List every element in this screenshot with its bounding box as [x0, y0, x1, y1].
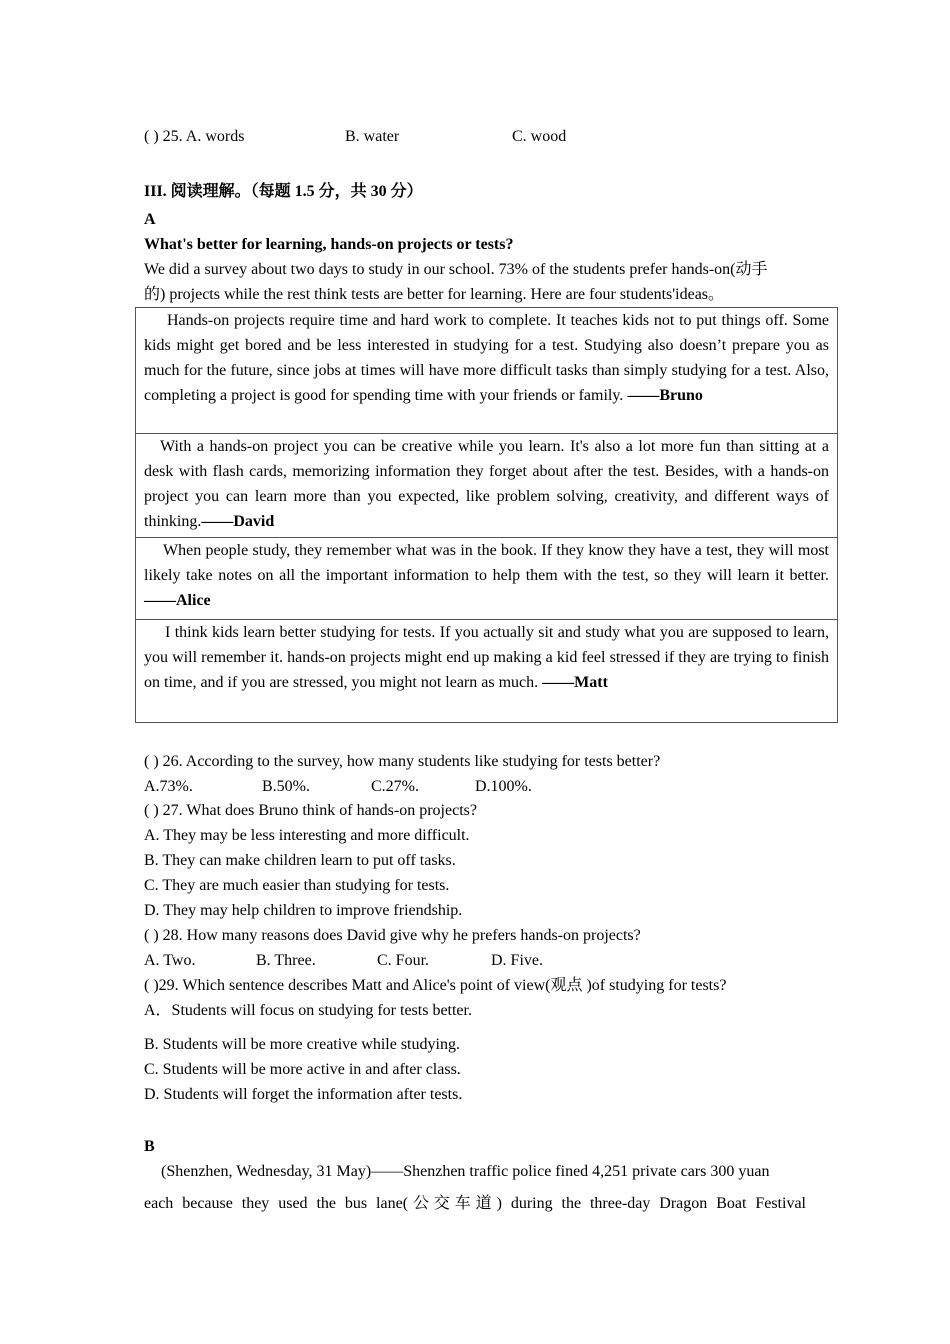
passage-a-title: What's better for learning, hands-on projects or tests? — [144, 236, 514, 253]
opinion-text: I think kids learn better studying for tests. If you actually sit and study what you are supposed to learn, you will remember it. hands-on projects might end up making a kid feel stressed if they are trying to finish on time, and if you are stressed, you might not learn as much. — [144, 624, 829, 691]
q26-option-b: B.50%. — [262, 778, 310, 795]
q28-option-d: D. Five. — [491, 952, 543, 969]
q29-option-a: A．Students will focus on studying for tests better. — [144, 1002, 472, 1019]
opinion-text: When people study, they remember what was in the book. If they know they have a test, they will most likely take notes on all the important information to help them with the test, so they will learn it better. — [144, 542, 829, 584]
passage-b-label: B — [144, 1138, 155, 1155]
opinion-author: ——Bruno — [627, 387, 703, 404]
opinions-table — [135, 307, 838, 723]
opinion-text: Hands-on projects require time and hard work to complete. It teaches kids not to put things off. Some kids might get bored and be less interested in studying for a test. Studying also doesn’t prepare you as much for the future, since jobs at times will have more difficult tasks than simply studying for a test. Also, completing a project is good for spending time with your friends or family. — [144, 312, 829, 404]
q25-option-b: B. water — [345, 128, 400, 145]
q26-option-d: D.100%. — [475, 778, 532, 795]
opinion-author: ——Matt — [542, 674, 608, 691]
q28-option-a: A. Two. — [144, 952, 196, 969]
q29-stem: ( )29. Which sentence describes Matt and Alice's point of view(观点 )of studying for tests? — [144, 977, 727, 994]
q26-option-a: A.73%. — [144, 778, 193, 795]
opinion-author: ——Alice — [144, 592, 211, 609]
opinion-cell-bruno — [136, 308, 837, 434]
passage-a-intro-line2: 的) projects while the rest think tests are better for learning. Here are four students'ideas。 — [144, 286, 725, 303]
q27-option-d: D. They may help children to improve friendship. — [144, 902, 463, 919]
passage-a-label: A — [144, 211, 156, 228]
opinion-text: With a hands-on project you can be creative while you learn. It's also a lot more fun than sitting at a desk with flash cards, memorizing information they forget about after the test. Besides, with a hands-on project you can learn more than you expected, like problem solving, creativity, and different ways of thinking. — [144, 438, 829, 530]
q29-option-d: D. Students will forget the information after tests. — [144, 1086, 463, 1103]
q25-option-a: ( ) 25. A. words — [144, 128, 245, 145]
passage-b-line2: each because they used the bus lane(公交车道) during the three-day Dragon Boat Festival — [144, 1195, 806, 1212]
q27-stem: ( ) 27. What does Bruno think of hands-on projects? — [144, 802, 477, 819]
q26-option-c: C.27%. — [371, 778, 419, 795]
q27-option-c: C. They are much easier than studying for tests. — [144, 877, 450, 894]
opinion-cell-matt — [136, 620, 837, 722]
section-title: III. 阅读理解。（每题 1.5 分，共 30 分） — [144, 183, 423, 200]
q28-option-b: B. Three. — [256, 952, 316, 969]
opinion-author: ——David — [201, 513, 275, 530]
q29-option-c: C. Students will be more active in and after class. — [144, 1061, 461, 1078]
opinion-cell-alice — [136, 538, 837, 620]
opinion-cell-david — [136, 434, 837, 538]
q29-option-b: B. Students will be more creative while studying. — [144, 1036, 460, 1053]
passage-a-intro-line1: We did a survey about two days to study in our school. 73% of the students prefer hands-on(动手 — [144, 261, 768, 278]
q28-option-c: C. Four. — [377, 952, 430, 969]
question-25 — [144, 127, 244, 147]
q27-option-b: B. They can make children learn to put off tasks. — [144, 852, 456, 869]
q27-option-a: A. They may be less interesting and more difficult. — [144, 827, 470, 844]
passage-b-line1: (Shenzhen, Wednesday, 31 May)——Shenzhen traffic police fined 4,251 private cars 300 yuan — [161, 1163, 770, 1180]
q25-option-c: C. wood — [512, 128, 567, 145]
q28-stem: ( ) 28. How many reasons does David give why he prefers hands-on projects? — [144, 927, 641, 944]
q26-stem: ( ) 26. According to the survey, how many students like studying for tests better? — [144, 753, 661, 770]
